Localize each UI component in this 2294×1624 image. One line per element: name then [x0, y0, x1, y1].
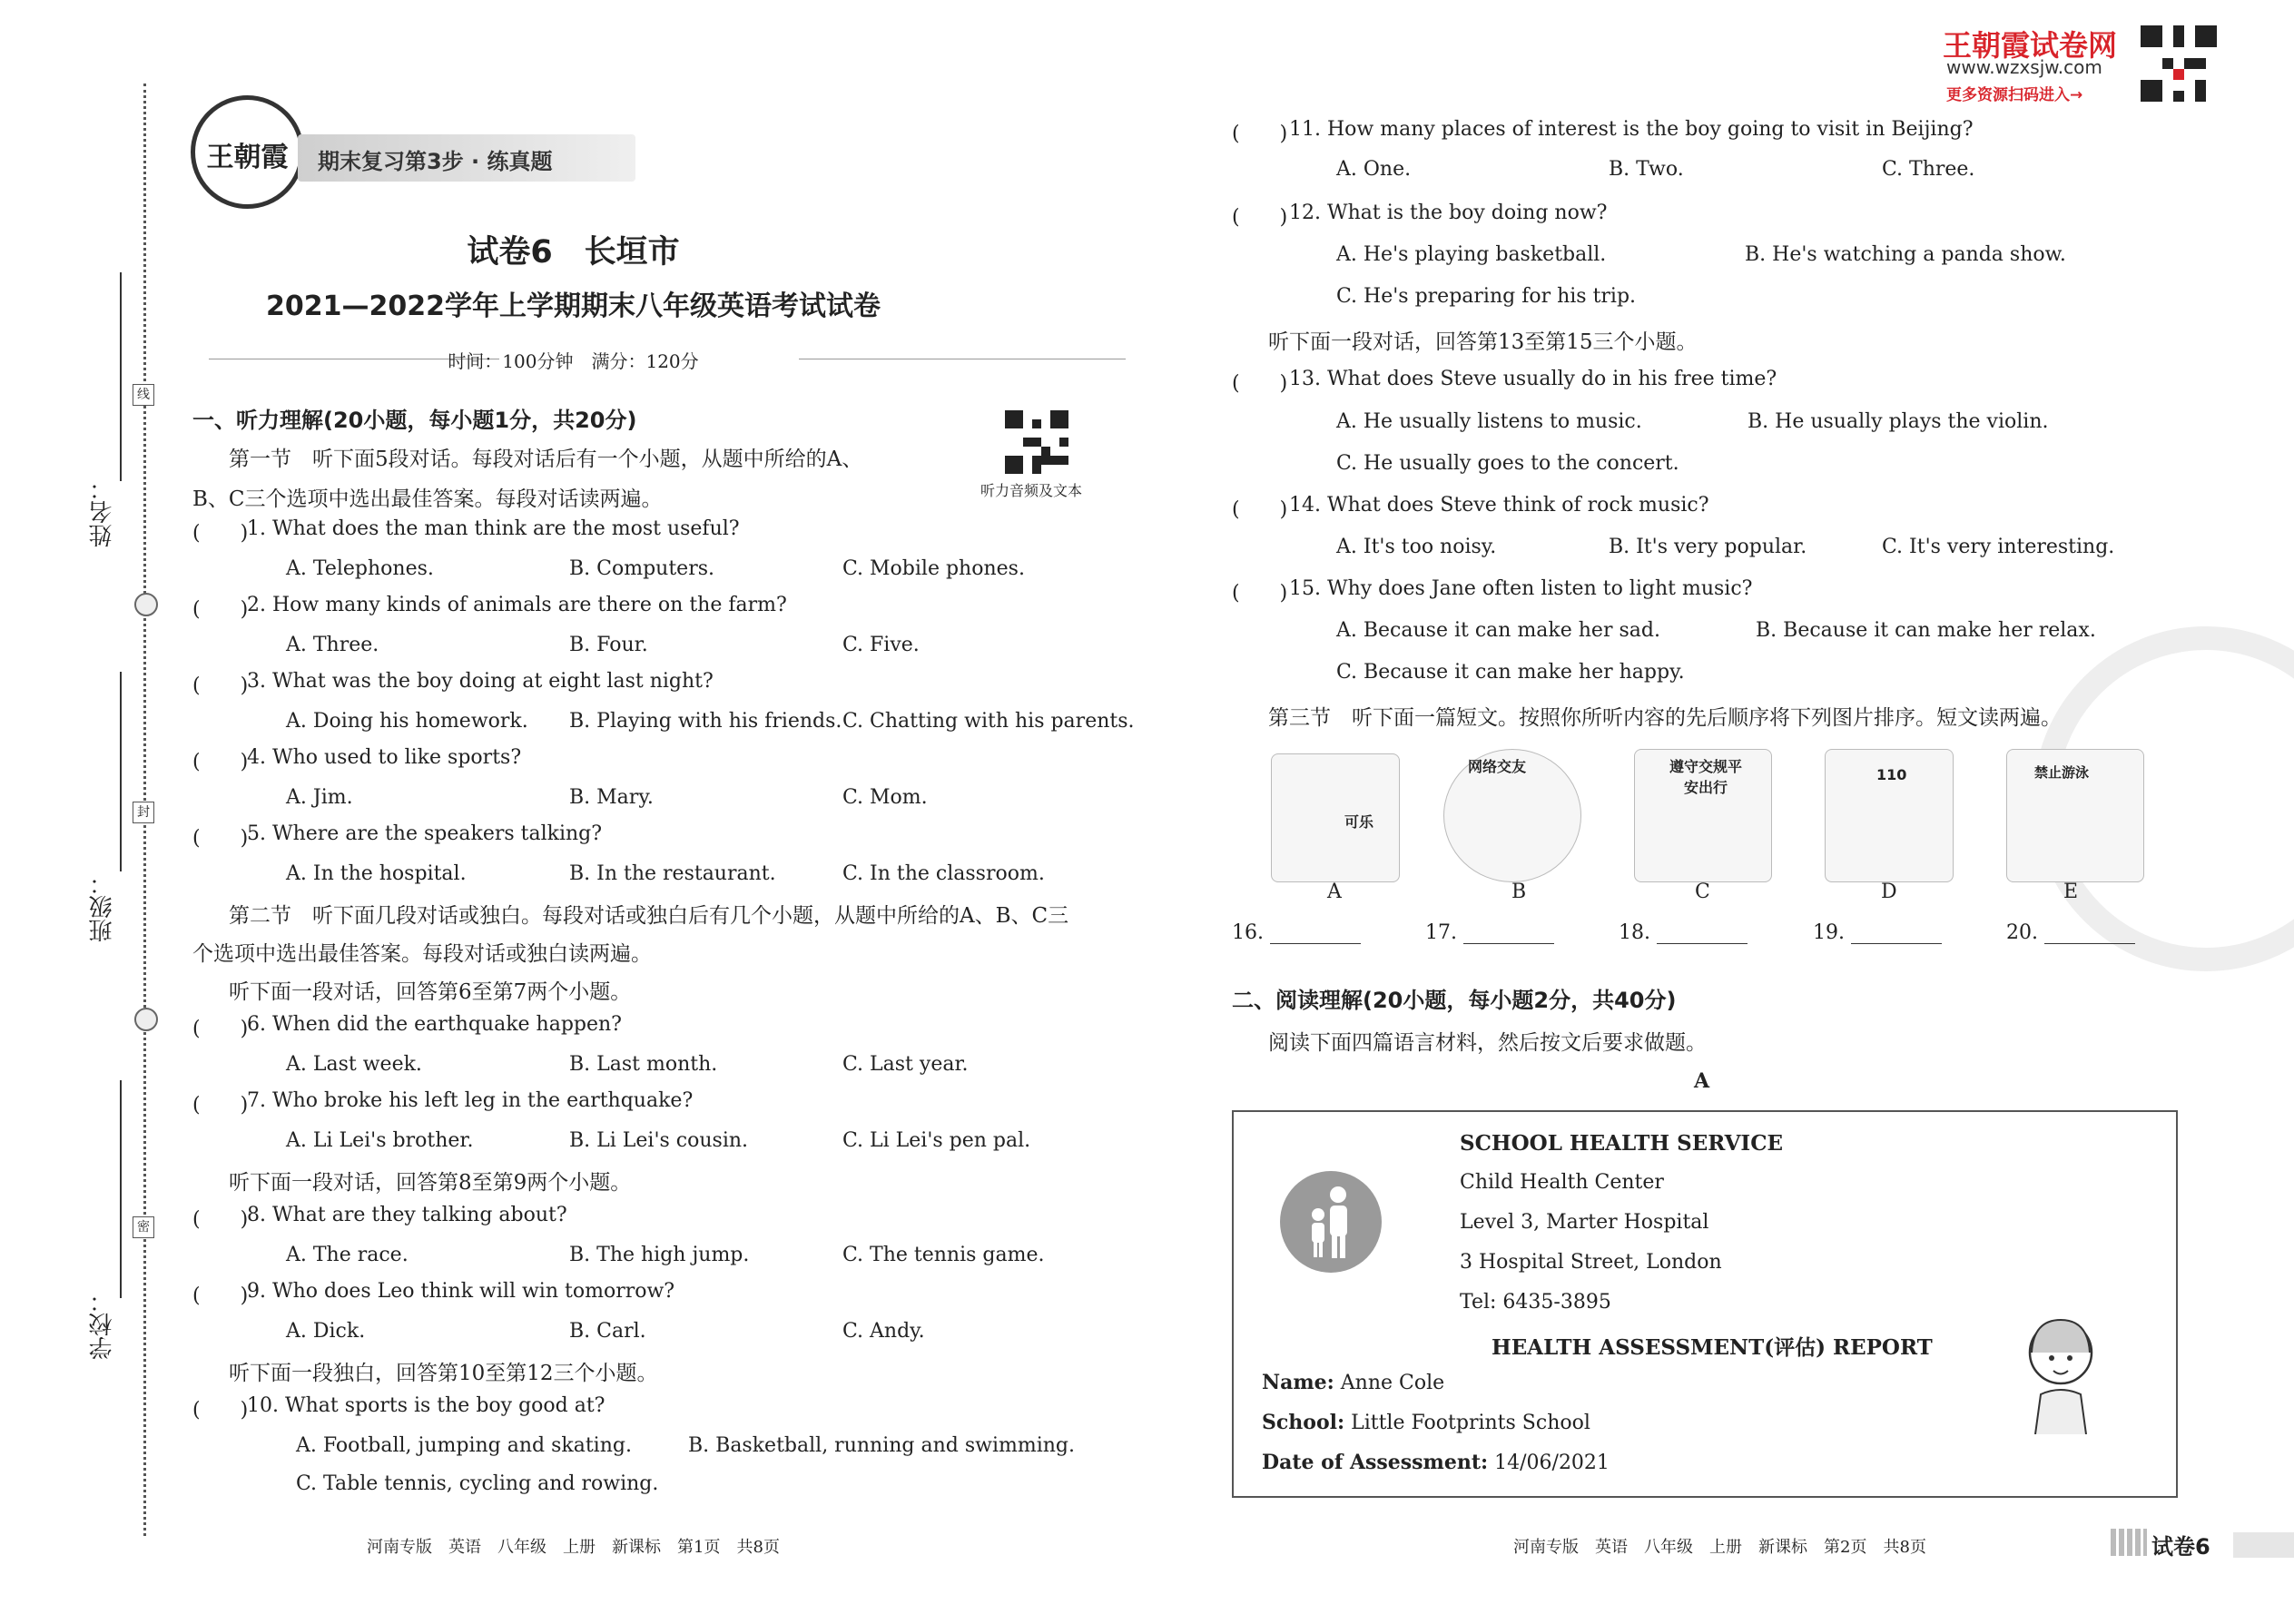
tag-bar: [2233, 1532, 2294, 1558]
seal-char-mi: 密: [133, 1216, 154, 1238]
option-a: A. Because it can make her sad.: [1336, 619, 1660, 642]
option-a: A. Telephones.: [286, 557, 434, 580]
option-a: A. Three.: [286, 634, 379, 656]
card-report-title: HEALTH ASSESSMENT(评估) REPORT: [1492, 1335, 1933, 1360]
card-street: 3 Hospital Street, London: [1460, 1251, 1722, 1274]
picture-letter: E: [2063, 881, 2079, 903]
question-text: 2. How many kinds of animals are there on the farm?: [247, 594, 787, 616]
binding-hole: [134, 593, 158, 616]
option-c: C. Last year.: [842, 1053, 969, 1076]
option-b: B. Four.: [569, 634, 648, 656]
class-label: 班级：: [89, 871, 116, 942]
name-label: 姓名：: [89, 477, 116, 547]
picture-letter: A: [1327, 881, 1342, 903]
option-b: B. Basketball, running and swimming.: [688, 1434, 1076, 1457]
part3-instruction: 第三节 听下面一篇短文。按照你所听内容的先后顺序将下列图片排序。短文读两遍。: [1268, 706, 2062, 730]
answer-paren[interactable]: ( ): [192, 751, 249, 773]
option-c: C. Li Lei's pen pal.: [842, 1129, 1031, 1152]
card-title: SCHOOL HEALTH SERVICE: [1460, 1131, 1784, 1156]
picture-letter: C: [1695, 881, 1710, 903]
option-b: B. Li Lei's cousin.: [569, 1129, 749, 1152]
girl-illustration: [2015, 1307, 2106, 1434]
option-a: A. In the hospital.: [286, 862, 467, 885]
option-c: C. Andy.: [842, 1320, 925, 1343]
picture-a-fastfood: 可乐: [1271, 753, 1400, 882]
option-b: B. He usually plays the violin.: [1748, 410, 2049, 433]
question-text: 12. What is the boy doing now?: [1289, 202, 1608, 224]
option-b: B. Computers.: [569, 557, 715, 580]
qr-icon: [2141, 25, 2217, 102]
question-text: 10. What sports is the boy good at?: [247, 1394, 605, 1417]
qr-caption: 听力音频及文本: [980, 482, 1083, 499]
card-level: Level 3, Marter Hospital: [1460, 1211, 1709, 1234]
answer-paren[interactable]: ( ): [192, 1094, 249, 1117]
school-field[interactable]: [120, 1080, 122, 1298]
option-c: C. He usually goes to the concert.: [1336, 452, 1679, 475]
option-c: C. The tennis game.: [842, 1244, 1045, 1266]
class-field[interactable]: [120, 672, 122, 871]
card-date: Date of Assessment: 14/06/2021: [1262, 1451, 1610, 1474]
picture-letter: B: [1511, 881, 1527, 903]
paper-title: 试卷6 长垣市: [467, 234, 680, 271]
answer-paren[interactable]: ( ): [1232, 498, 1288, 521]
part1-instruction-cont: B、C三个选项中选出最佳答案。每段对话读两遍。: [192, 487, 663, 511]
footer-left: 河南专版 英语 八年级 上册 新课标 第1页 共8页: [367, 1538, 780, 1557]
option-a: A. He's playing basketball.: [1336, 243, 1607, 266]
option-c: C. Chatting with his parents.: [842, 710, 1135, 733]
answer-paren[interactable]: ( ): [192, 1018, 249, 1040]
answer-paren[interactable]: ( ): [192, 827, 249, 850]
paper-tag: 试卷6: [2151, 1534, 2210, 1560]
option-a: A. Jim.: [286, 786, 353, 809]
question-text: 13. What does Steve usually do in his free time?: [1289, 368, 1777, 390]
question-text: 5. Where are the speakers talking?: [247, 822, 603, 845]
part1-instruction: 第一节 听下面5段对话。每段对话后有一个小题，从题中所给的A、: [229, 448, 863, 471]
banner-text: 期末复习第3步 · 练真题: [318, 149, 553, 174]
section1-heading: 一、听力理解(20小题，每小题1分，共20分): [192, 408, 637, 433]
option-a: A. Li Lei's brother.: [286, 1129, 474, 1152]
question-text: 9. Who does Leo think will win tomorrow?: [247, 1280, 675, 1303]
card-school: School: Little Footprints School: [1262, 1411, 1590, 1434]
intro-8-9: 听下面一段对话，回答第8至第9两个小题。: [229, 1171, 632, 1195]
answer-blank-18[interactable]: 18.: [1619, 921, 1748, 944]
part2-instruction-cont: 个选项中选出最佳答案。每段对话或独白读两遍。: [192, 942, 652, 966]
answer-paren[interactable]: ( ): [1232, 206, 1288, 229]
section2-intro: 阅读下面四篇语言材料，然后按文后要求做题。: [1268, 1031, 1707, 1055]
option-a: A. It's too noisy.: [1336, 536, 1497, 558]
binding-hole: [134, 1008, 158, 1031]
tag-pattern: [2111, 1529, 2147, 1556]
option-a: A. The race.: [286, 1244, 409, 1266]
picture-d-police: 110: [1825, 749, 1954, 882]
seal-char-xian: 线: [133, 384, 154, 406]
answer-paren[interactable]: ( ): [192, 1284, 249, 1307]
question-text: 1. What does the man think are the most useful?: [247, 517, 740, 540]
option-c: C. Three.: [1882, 158, 1975, 181]
school-label: 学校：: [89, 1289, 116, 1360]
option-a: A. One.: [1336, 158, 1412, 181]
option-a: A. Dick.: [286, 1320, 366, 1343]
picture-letter: D: [1881, 881, 1897, 903]
question-text: 6. When did the earthquake happen?: [247, 1013, 622, 1036]
question-text: 7. Who broke his left leg in the earthquake?: [247, 1089, 694, 1112]
answer-paren[interactable]: ( ): [192, 1208, 249, 1231]
intro-10-12: 听下面一段独白，回答第10至第12三个小题。: [229, 1362, 658, 1385]
intro-6-7: 听下面一段对话，回答第6至第7两个小题。: [229, 980, 632, 1004]
answer-paren[interactable]: ( ): [192, 598, 249, 621]
option-a: A. Last week.: [286, 1053, 422, 1076]
seal-char-feng: 封: [133, 802, 154, 823]
brand-qr-code[interactable]: [2141, 25, 2217, 102]
qr-code-audio[interactable]: [1005, 410, 1068, 474]
option-b: B. Carl.: [569, 1320, 646, 1343]
answer-paren[interactable]: ( ): [1232, 582, 1288, 605]
card-name: Name: Anne Cole: [1262, 1371, 1445, 1394]
option-c: C. It's very interesting.: [1882, 536, 2115, 558]
answer-paren[interactable]: ( ): [192, 522, 249, 545]
option-b: B. In the restaurant.: [569, 862, 776, 885]
answer-blank-16[interactable]: 16.: [1232, 921, 1361, 944]
option-c: C. He's preparing for his trip.: [1336, 285, 1637, 308]
option-a: A. He usually listens to music.: [1336, 410, 1642, 433]
passage-label: A: [1694, 1069, 1710, 1093]
answer-blank-17[interactable]: 17.: [1425, 921, 1554, 944]
answer-paren[interactable]: ( ): [1232, 372, 1288, 395]
question-text: 3. What was the boy doing at eight last night?: [247, 670, 714, 693]
parent-child-icon: [1280, 1171, 1382, 1273]
option-b: B. He's watching a panda show.: [1745, 243, 2066, 266]
option-c: C. Mobile phones.: [842, 557, 1025, 580]
card-tel: Tel: 6435-3895: [1460, 1291, 1611, 1314]
brand-more[interactable]: 更多资源扫码进入→: [1946, 86, 2083, 104]
brand-url[interactable]: www.wzxsjw.com: [1946, 56, 2102, 78]
option-b: B. Because it can make her relax.: [1756, 619, 2096, 642]
answer-paren[interactable]: ( ): [192, 674, 249, 697]
option-c: C. In the classroom.: [842, 862, 1045, 885]
picture-b-online-friends: 网络交友: [1443, 749, 1581, 882]
card-center: Child Health Center: [1460, 1171, 1664, 1194]
option-c: C. Five.: [842, 634, 920, 656]
footer-right: 河南专版 英语 八年级 上册 新课标 第2页 共8页: [1513, 1538, 1926, 1557]
intro-13-15: 听下面一段对话，回答第13至第15三个小题。: [1268, 330, 1698, 354]
brand-title: 王朝霞试卷网: [1943, 28, 2118, 63]
picture-e-no-swimming: 禁止游泳: [2006, 749, 2144, 882]
answer-blank-19[interactable]: 19.: [1813, 921, 1942, 944]
question-text: 11. How many places of interest is the boy going to visit in Beijing?: [1289, 118, 1974, 141]
option-a: A. Football, jumping and skating.: [296, 1434, 632, 1457]
answer-paren[interactable]: ( ): [192, 1399, 249, 1422]
option-b: B. Mary.: [569, 786, 654, 809]
option-b: B. Two.: [1609, 158, 1684, 181]
option-c: C. Because it can make her happy.: [1336, 661, 1685, 684]
part2-instruction: 第二节 听下面几段对话或独白。每段对话或独白后有几个小题，从题中所给的A、B、C三: [229, 904, 1069, 928]
question-text: 8. What are they talking about?: [247, 1204, 567, 1226]
option-b: B. Playing with his friends.: [569, 710, 842, 733]
question-text: 15. Why does Jane often listen to light music?: [1289, 577, 1753, 600]
question-text: 4. Who used to like sports?: [247, 746, 522, 769]
brand-logo: 王朝霞: [191, 95, 304, 209]
section2-heading: 二、阅读理解(20小题，每小题2分，共40分): [1232, 988, 1677, 1013]
option-b: B. The high jump.: [569, 1244, 750, 1266]
main-title: 2021—2022学年上学期期末八年级英语考试试卷: [266, 290, 881, 322]
option-b: B. It's very popular.: [1609, 536, 1807, 558]
option-c: C. Table tennis, cycling and rowing.: [296, 1472, 659, 1495]
answer-blank-20[interactable]: 20.: [2006, 921, 2135, 944]
health-report-card: [1232, 1110, 2178, 1498]
answer-paren[interactable]: ( ): [1232, 123, 1288, 145]
option-c: C. Mom.: [842, 786, 928, 809]
picture-c-traffic-rules: 遵守交规平安出行: [1634, 749, 1772, 882]
question-text: 14. What does Steve think of rock music?: [1289, 494, 1709, 517]
option-b: B. Last month.: [569, 1053, 718, 1076]
qr-icon: [1005, 410, 1068, 474]
time-score: 时间：100分钟 满分：120分: [448, 350, 699, 372]
option-a: A. Doing his homework.: [286, 710, 528, 733]
